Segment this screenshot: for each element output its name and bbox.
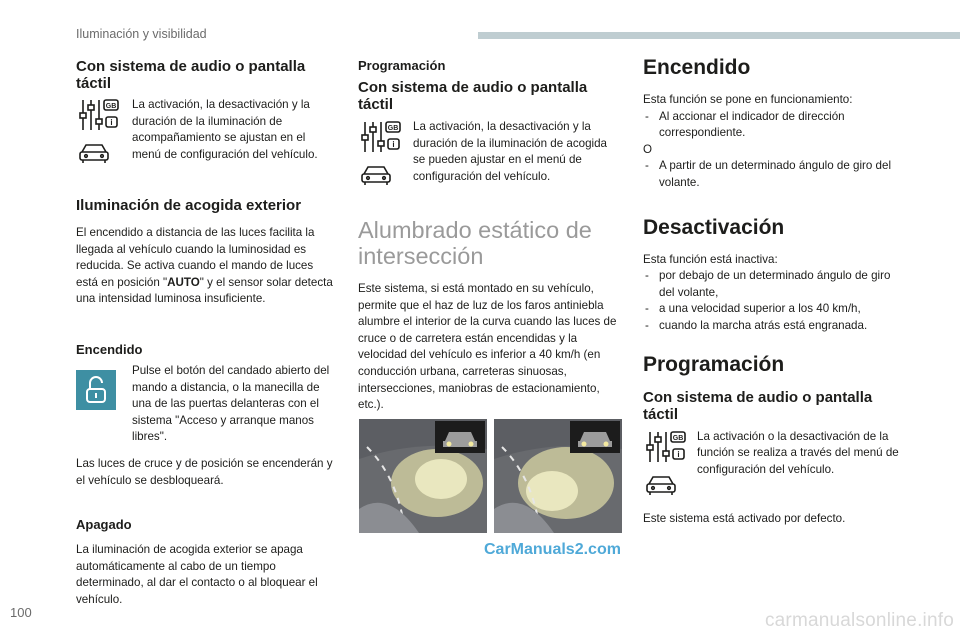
audio-title-2: Con sistema de audio o pantalla táctil <box>358 79 588 113</box>
exterior-text-part1: El encendido a distancia de las luces facilita la llegada al vehículo cuando la luminosidad es reducida. Se activa cuando el mando de luces está en posición " <box>76 226 315 289</box>
audio-icons <box>76 97 124 165</box>
cornering-light-illustration-2 <box>494 419 622 533</box>
main-title: Alumbrado estático de intersección <box>358 217 592 269</box>
exterior-title: Iluminación de acogida exterior <box>76 197 302 214</box>
encendido-text: Pulse el botón del candado abierto del mando a distancia, o la manecilla de una de las puertas delanteras con el sistema "Acceso y arranque manos libres". <box>132 363 330 444</box>
footer-watermark: carmanualsonline.info <box>764 610 954 631</box>
audio-text-2: La activación, la desactivación y la duración de la iluminación de acogida se pueden ajustar en el menú de configuración del vehículo. <box>413 120 608 183</box>
exterior-text <box>76 225 338 308</box>
audio-title-3: Con sistema de audio o pantalla táctil <box>643 388 873 423</box>
header-bar <box>478 32 960 39</box>
list-item: - cuando la marcha atrás está engranada. <box>643 318 903 335</box>
prog-title: Programación <box>358 58 446 73</box>
audio-icons-3 <box>643 429 691 497</box>
encendido-title-3: Encendido <box>643 56 751 79</box>
exterior-text-bold: AUTO <box>167 275 200 289</box>
carmanuals-logo[interactable]: CarManuals2.com <box>484 541 621 558</box>
cornering-light-illustration-1 <box>359 419 487 533</box>
audio-icon-row-2 <box>358 119 623 187</box>
encendido-title: Encendido <box>76 341 143 357</box>
desact-intro: Esta función está inactiva: <box>643 252 778 266</box>
section-header: Iluminación y visibilidad <box>76 27 207 41</box>
desact-title: Desactivación <box>643 215 785 239</box>
audio-icons-2 <box>358 119 406 187</box>
audio-text-3: La activación o la desactivación de la función se realiza a través del menú de configuración del vehículo. <box>697 429 899 476</box>
page-number: 100 <box>10 605 32 620</box>
list-item: - a una velocidad superior a los 40 km/h, <box>643 301 903 318</box>
encendido-icon-row <box>76 363 338 446</box>
settings-sliders-icon <box>358 119 402 155</box>
apagado-title: Apagado <box>76 517 132 533</box>
car-icon <box>358 163 394 187</box>
svg-text:i: i <box>677 449 680 459</box>
list-item: - por debajo de un determinado ángulo de giro del volante, <box>643 268 903 301</box>
svg-text:i: i <box>110 118 113 127</box>
lock-icon-box <box>76 370 124 446</box>
car-icon <box>76 141 112 165</box>
encendido-intro: Esta función se pone en funcionamiento: <box>643 93 853 106</box>
encendido-or: O <box>643 142 653 156</box>
encendido-text2: Las luces de cruce y de posición se encenderán y el vehículo se desbloqueará. <box>76 456 333 487</box>
svg-text:i: i <box>392 140 395 149</box>
audio-icon-row <box>76 97 338 165</box>
exterior-text-part2: " y el sensor solar detecta una intensidad luminosa insuficiente. <box>76 275 333 306</box>
encendido-list-2 <box>643 158 903 191</box>
svg-text:GB: GB <box>387 125 399 132</box>
main-text: Este sistema, si está montado en su vehículo, permite que el haz de luz de los faros antiniebla alumbre el interior de la curva cuando las luces de cruce o de carretera están encendidas y la velocidad del vehículo es inferior a 40 km/h (en conducción urbana, carreteras sinuosas, intersecciones, maniobras de estacionamiento, etc.). <box>358 282 617 412</box>
list-item: - Al accionar el indicador de dirección correspondiente. <box>643 109 903 142</box>
prog-title-3: Programación <box>643 352 785 376</box>
column-1 <box>76 58 338 609</box>
audio-title: Con sistema de audio o pantalla táctil <box>76 58 306 92</box>
open-padlock-icon <box>76 370 116 410</box>
settings-sliders-icon <box>643 429 687 465</box>
column-3 <box>643 56 903 527</box>
audio-text: La activación, la desactivación y la duración de la iluminación de acompañamiento se ajustan en el menú de configuración del vehículo. <box>132 98 318 161</box>
car-icon <box>643 473 679 497</box>
apagado-text: La iluminación de acogida exterior se apaga automáticamente al cabo de un tiempo determinado, al dar el contacto o al bloquear el vehículo. <box>76 543 318 606</box>
list-item: - A partir de un determinado ángulo de giro del volante. <box>643 158 903 191</box>
svg-text:GB: GB <box>672 434 684 442</box>
default-text: Este sistema está activado por defecto. <box>643 511 846 525</box>
desact-list <box>643 268 903 334</box>
svg-text:GB: GB <box>105 103 117 110</box>
settings-sliders-icon <box>76 97 120 133</box>
column-2 <box>358 58 623 414</box>
encendido-list-1 <box>643 109 903 142</box>
audio-icon-row-3 <box>643 429 903 497</box>
